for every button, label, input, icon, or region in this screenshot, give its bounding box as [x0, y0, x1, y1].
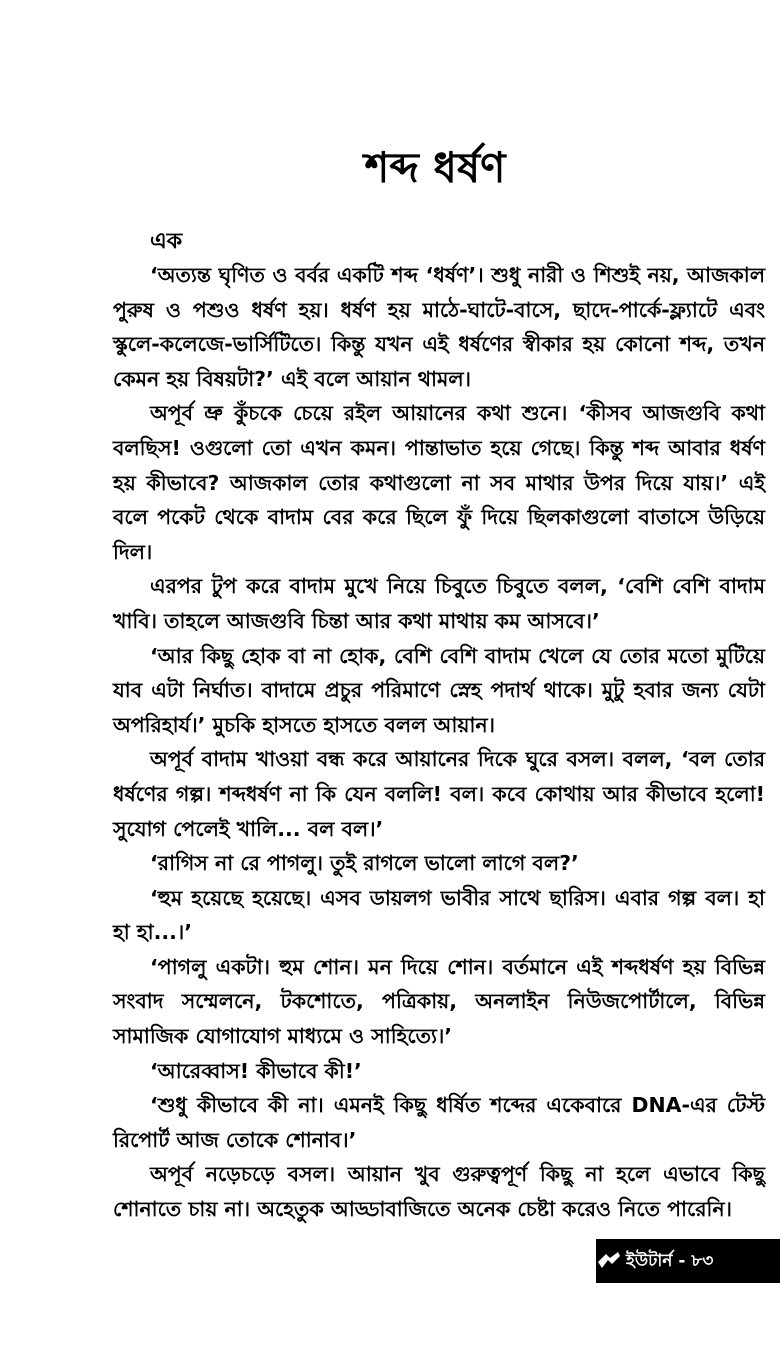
page-footer	[596, 1239, 780, 1283]
brush-mark-icon	[596, 1248, 622, 1274]
paragraph: ‘হুম হয়েছে হয়েছে। এসব ডায়লগ ভাবীর সাথে ছারিস। এবার গল্প বল। হা হা হা...।’	[113, 885, 765, 945]
paragraph: ‘আর কিছু হোক বা না হোক, বেশি বেশি বাদাম খেলে যে তোর মতো মুটিয়ে যাব এটা নির্ঘাত। বাদামে প্রচুর পরিমাণে স্নেহ পদার্থ থাকে। মুটু হবার জন্য যেটা অপরিহার্য।’ মুচকি হাসতে হাসতে বলল আয়ান।	[113, 643, 765, 737]
paragraph: অপূর্ব ভ্রু কুঁচকে চেয়ে রইল আয়ানের কথা শুনে। ‘কীসব আজগুবি কথা বলছিস! ওগুলো তো এখন কমন। পান্তাভাত হয়ে গেছে। কিন্তু শব্দ আবার ধর্ষণ হয় কীভাবে? আজকাল তোর কথাগুলো না সব মাথার উপর দিয়ে যায়।’ এই বলে পকেট থেকে বাদাম বের করে ছিলে ফুঁ দিয়ে ছিলকাগুলো বাতাসে উড়িয়ে দিল।	[113, 401, 765, 564]
footer-book-title: ইউটার্ন	[626, 1251, 673, 1271]
footer-separator: -	[678, 1251, 686, 1271]
paragraph: ‘আরেব্বাস! কীভাবে কী!’	[150, 1058, 362, 1083]
section-label: এক	[150, 229, 183, 254]
body-text	[113, 258, 765, 1227]
paragraph: ‘অত্যন্ত ঘৃণিত ও বর্বর একটি শব্দ ‘ধর্ষণ’। শুধু নারী ও শিশুই নয়, আজকাল পুরুষ ও পশুও ধর্ষণ হয়। ধর্ষণ হয় মাঠে-ঘাটে-বাসে, ছাদে-পার্কে-ফ্ল্যাটে এবং স্কুলে-কলেজে-ভার্সিটিতে। কিন্তু যখন এই ধর্ষণের স্বীকার হয় কোনো শব্দ, তখন কেমন হয় বিষয়টা?’ এই বলে আয়ান থামল।	[113, 263, 765, 391]
paragraph: এরপর টুপ করে বাদাম মুখে নিয়ে চিবুতে চিবুতে বলল, ‘বেশি বেশি বাদাম খাবি। তাহলে আজগুবি চিন্তা আর কথা মাথায় কম আসবে।’	[113, 574, 765, 633]
footer-page-number: ৮৩	[691, 1251, 714, 1271]
paragraph: অপূর্ব বাদাম খাওয়া বন্ধ করে আয়ানের দিকে ঘুরে বসল। বলল, ‘বল তোর ধর্ষণের গল্প। শব্দধর্ষণ না কি যেন বললি! বল। কবে কোথায় আর কীভাবে হলো! সুযোগ পেলেই খালি... বল বল।’	[113, 747, 765, 841]
page-title: শব্দ ধর্ষণ	[364, 143, 506, 192]
paragraph: ‘রাগিস না রে পাগলু। তুই রাগলে ভালো লাগে বল?’	[150, 851, 579, 876]
paragraph: ‘শুধু কীভাবে কী না। এমনই কিছু ধর্ষিত শব্দের একেবারে DNA-এর টেস্ট রিপোর্ট আজ তোকে শোনাব।’	[113, 1093, 765, 1152]
paragraph: অপূর্ব নড়েচড়ে বসল। আয়ান খুব গুরুত্বপূর্ণ কিছু না হলে এভাবে কিছু শোনাতে চায় না। অহেতুক আড্ডাবাজিতে অনেক চেষ্টা করেও নিতে পারেনি।	[113, 1162, 765, 1222]
paragraph: ‘পাগলু একটা। হুম শোন। মন দিয়ে শোন। বর্তমানে এই শব্দধর্ষণ হয় বিভিন্ন সংবাদ সম্মেলনে, টকশোতে, পত্রিকায়, অনলাইন নিউজপোর্টালে, বিভিন্ন সামাজিক যোগাযোগ মাধ্যমে ও সাহিত্যে।’	[113, 954, 765, 1049]
